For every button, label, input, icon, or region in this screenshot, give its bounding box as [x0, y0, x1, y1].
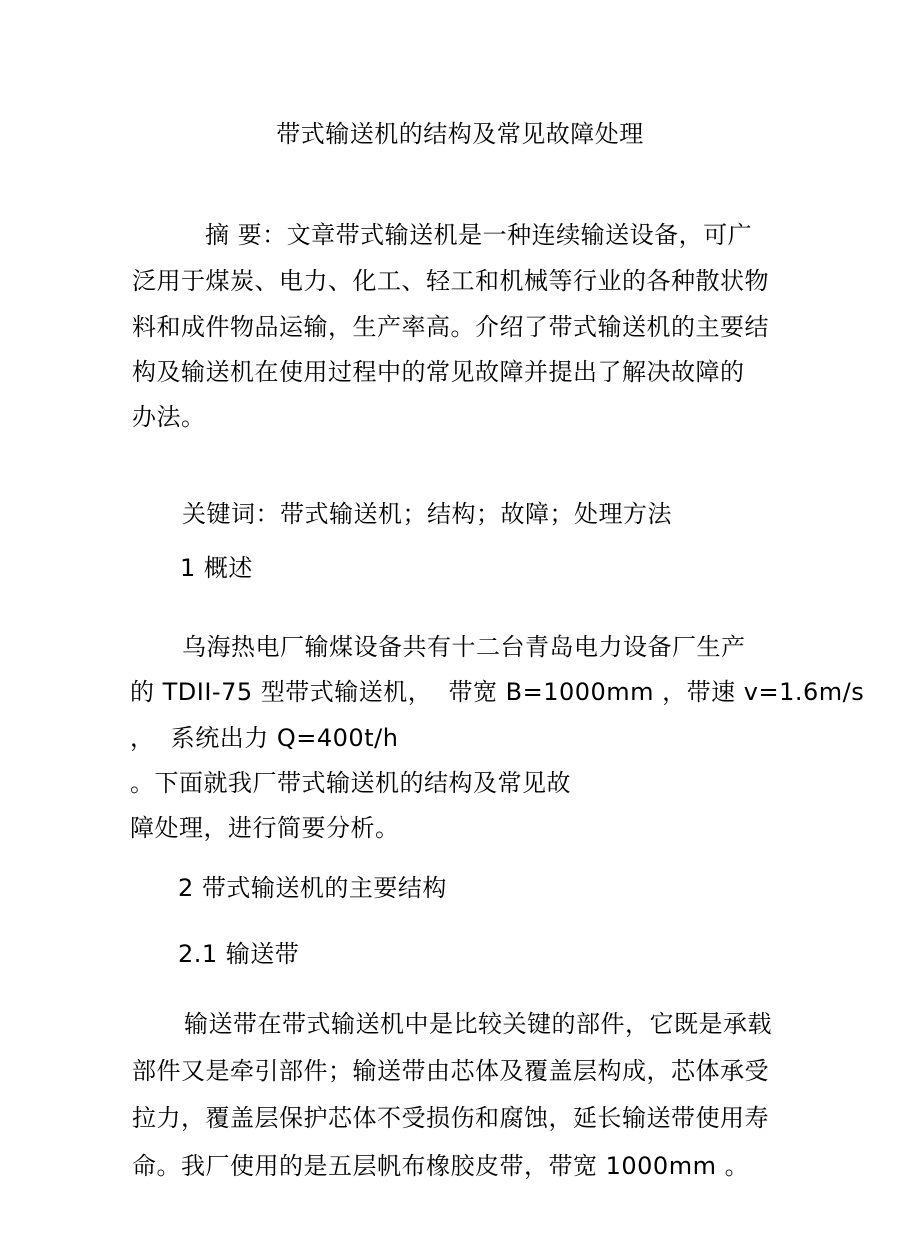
- keywords-line: 关键词：带式输送机；结构；故障；处理方法: [182, 500, 672, 528]
- belt-line-4: 命。我厂使用的是五层帆布橡胶皮带，带宽 1000mm 。: [132, 1152, 750, 1180]
- document-title: 带式输送机的结构及常见故障处理: [276, 120, 644, 148]
- overview-line-2: 的 TDII-75 型带式输送机， 带宽 B=1000mm ，带速 v=1.6m/s: [130, 678, 865, 706]
- belt-line-1: 输送带在带式输送机中是比较关键的部件，它既是承载: [184, 1010, 772, 1038]
- heading-structure: 2 带式输送机的主要结构: [178, 874, 447, 902]
- overview-line-3: ， 系统出力 Q=400t/h: [130, 724, 399, 752]
- abstract-line-3: 料和成件物品运输，生产率高。介绍了带式输送机的主要结: [132, 313, 769, 341]
- overview-line-1: 乌海热电厂输煤设备共有十二台青岛电力设备厂生产: [182, 633, 746, 661]
- belt-line-2: 部件又是牵引部件；输送带由芯体及覆盖层构成，芯体承受: [132, 1057, 769, 1085]
- abstract-line-2: 泛用于煤炭、电力、化工、轻工和机械等行业的各种散状物: [132, 267, 769, 295]
- heading-belt: 2.1 输送带: [178, 940, 300, 968]
- abstract-line-4: 构及输送机在使用过程中的常见故障并提出了解决故障的: [132, 358, 745, 386]
- overview-line-5: 障处理，进行简要分析。: [130, 814, 400, 842]
- abstract-line-1: 摘 要：文章带式输送机是一种连续输送设备，可广: [205, 221, 753, 249]
- belt-line-3: 拉力，覆盖层保护芯体不受损伤和腐蚀，延长输送带使用寿: [132, 1104, 769, 1132]
- abstract-line-5: 办法。: [132, 403, 206, 431]
- overview-line-4: 。下面就我厂带式输送机的结构及常见故: [130, 769, 571, 797]
- heading-overview: 1 概述: [180, 554, 253, 582]
